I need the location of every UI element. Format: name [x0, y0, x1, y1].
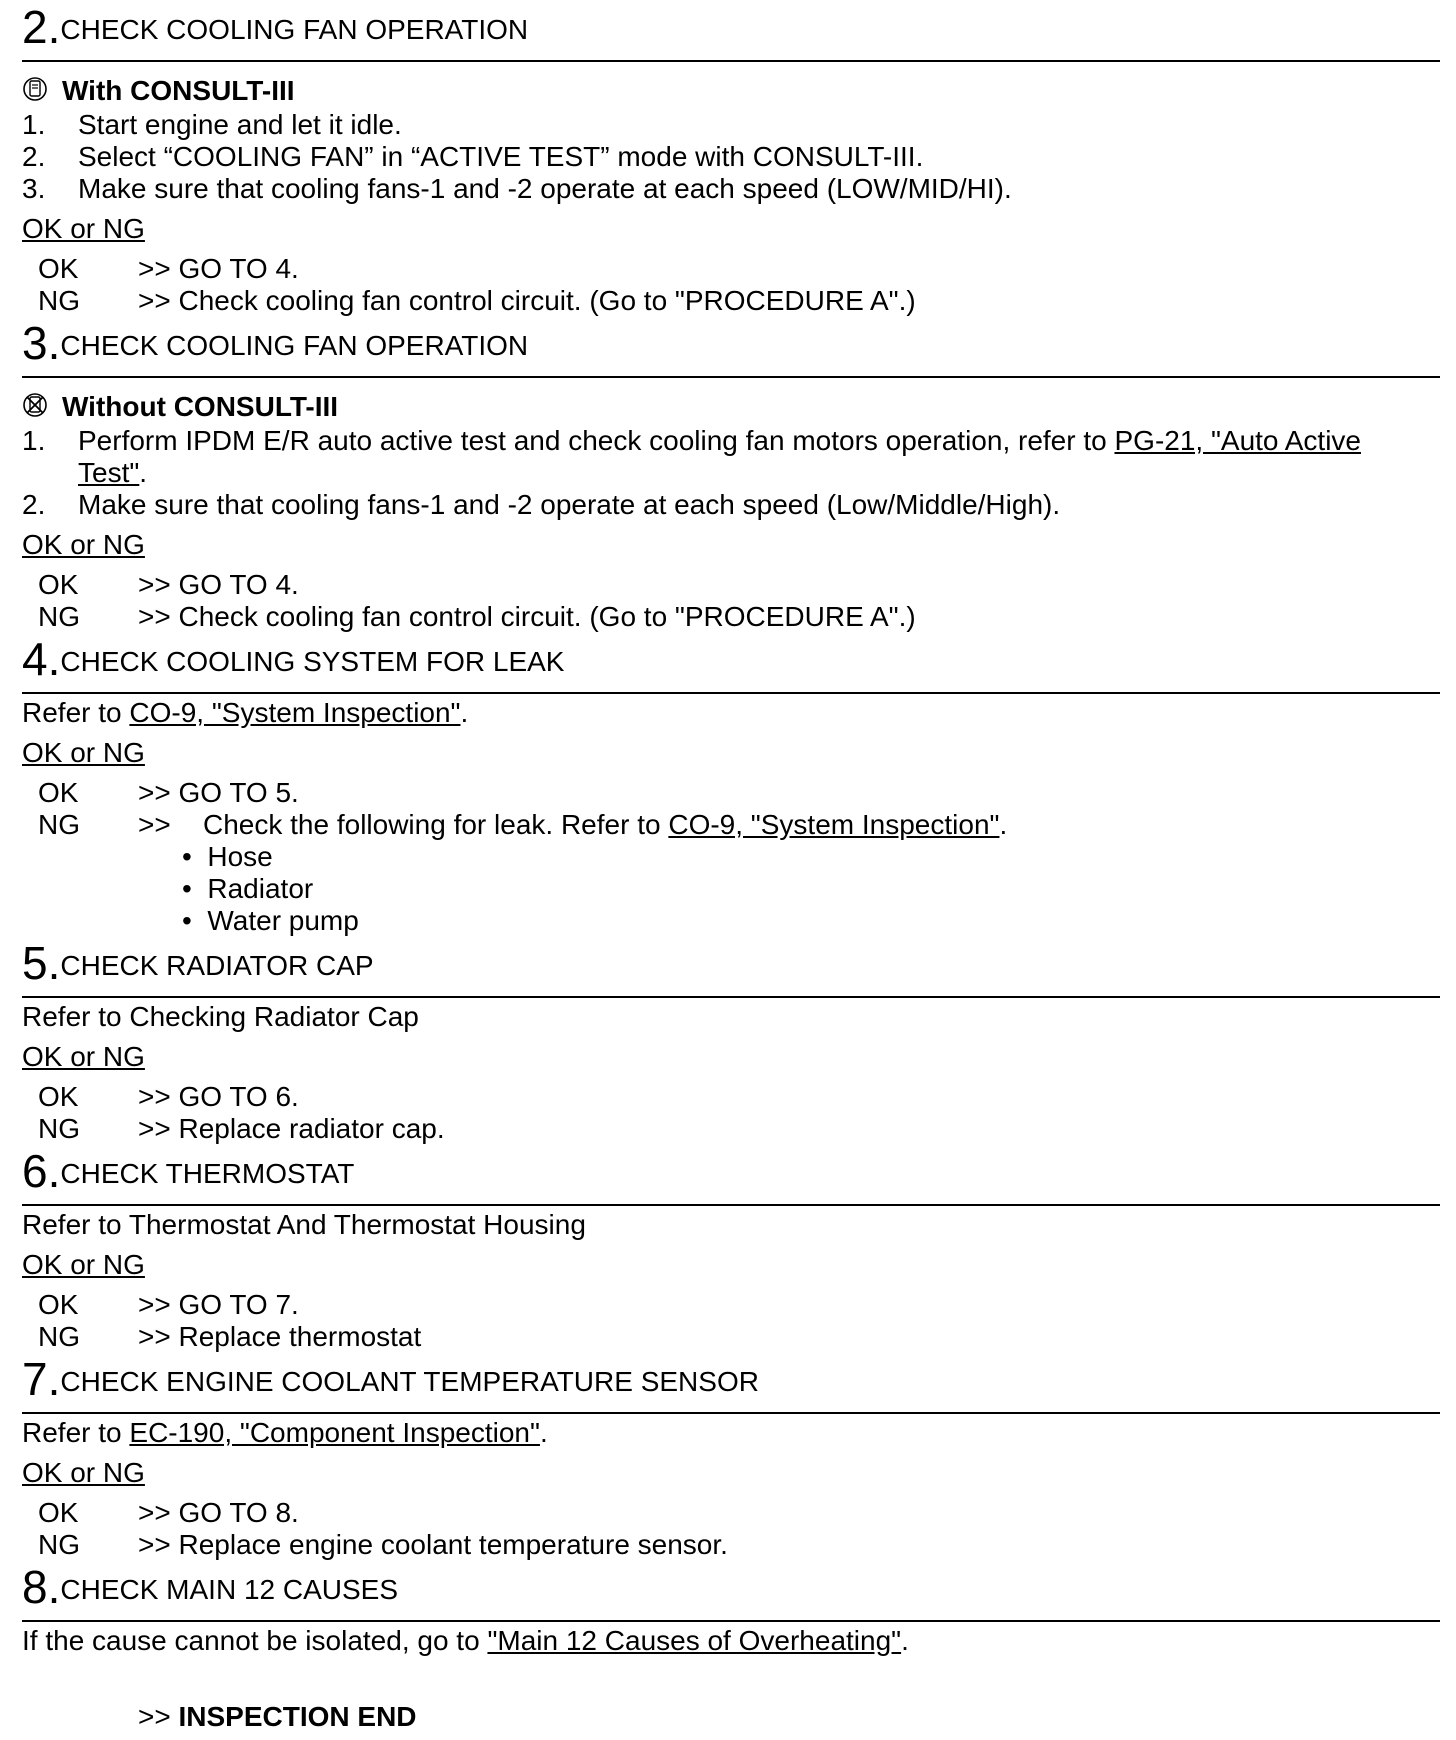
inspection-end-row: >> INSPECTION END: [138, 1701, 417, 1732]
ok-result-row: OK >> GO TO 4.: [38, 253, 299, 284]
divider: [22, 376, 1440, 378]
refer-line: Refer to EC-190, "Component Inspection".: [22, 1417, 548, 1448]
list-item: • Radiator: [182, 873, 314, 904]
inspection-end-label: INSPECTION END: [178, 1701, 417, 1732]
no-consult-icon: [22, 392, 48, 418]
ec-190-link[interactable]: EC-190, "Component Inspection": [129, 1417, 540, 1448]
ok-result-row: OK >> GO TO 4.: [38, 569, 299, 600]
ok-or-ng-heading: OK or NG: [22, 1249, 145, 1280]
no-consult-mode-label: Without CONSULT-III: [22, 390, 338, 424]
list-item: • Hose: [182, 841, 273, 872]
ng-result-row: NG >> Check cooling fan control circuit. (Go to "PROCEDURE A".): [38, 285, 916, 316]
step-6-heading: 6.CHECK THERMOSTAT: [22, 1145, 355, 1197]
ng-result-row: NG >> Replace engine coolant temperature sensor.: [38, 1529, 728, 1560]
pg-21-link[interactable]: PG-21, "Auto Active: [1114, 425, 1361, 456]
divider: [22, 1204, 1440, 1206]
step-title: CHECK COOLING FAN OPERATION: [60, 14, 529, 45]
divider: [22, 1620, 1440, 1622]
ok-result-row: OK >> GO TO 5.: [38, 777, 299, 808]
ng-result-row: NG >> Replace radiator cap.: [38, 1113, 445, 1144]
ok-result-row: OK >> GO TO 8.: [38, 1497, 299, 1528]
step-5-heading: 5.CHECK RADIATOR CAP: [22, 937, 374, 989]
step-8-heading: 8.CHECK MAIN 12 CAUSES: [22, 1561, 399, 1613]
refer-line: Refer to CO-9, "System Inspection".: [22, 697, 469, 728]
consult-mode-label: With CONSULT-III: [22, 74, 295, 108]
list-item: 1. Perform IPDM E/R auto active test and check cooling fan motors operation, refer to PG-21, "Auto Active: [22, 425, 1361, 456]
ok-or-ng-heading: OK or NG: [22, 529, 145, 560]
pg-21-link-cont[interactable]: Test": [78, 457, 140, 488]
list-item: 3. Make sure that cooling fans-1 and -2 operate at each speed (LOW/MID/HI).: [22, 173, 1012, 204]
refer-line: Refer to Thermostat And Thermostat Housing: [22, 1209, 586, 1240]
ng-result-row: NG >> Replace thermostat: [38, 1321, 422, 1352]
ok-or-ng-heading: OK or NG: [22, 213, 145, 244]
main-12-causes-link[interactable]: "Main 12 Causes of Overheating": [487, 1625, 902, 1656]
refer-line: If the cause cannot be isolated, go to "Main 12 Causes of Overheating".: [22, 1625, 909, 1656]
ng-result-row: NG >> Check the following for leak. Refer to CO-9, "System Inspection".: [38, 809, 1008, 840]
list-item-continuation: Test".: [78, 457, 148, 488]
list-item: 2. Select “COOLING FAN” in “ACTIVE TEST” mode with CONSULT-III.: [22, 141, 924, 172]
divider: [22, 996, 1440, 998]
list-item: • Water pump: [182, 905, 359, 936]
list-item: 1. Start engine and let it idle.: [22, 109, 402, 140]
ok-result-row: OK >> GO TO 7.: [38, 1289, 299, 1320]
step-4-heading: 4.CHECK COOLING SYSTEM FOR LEAK: [22, 633, 565, 685]
ok-or-ng-heading: OK or NG: [22, 1457, 145, 1488]
list-item: 2. Make sure that cooling fans-1 and -2 operate at each speed (Low/Middle/High).: [22, 489, 1061, 520]
step-number: 2.: [22, 1, 61, 53]
ng-result-row: NG >> Check cooling fan control circuit. (Go to "PROCEDURE A".): [38, 601, 916, 632]
co-9-link[interactable]: CO-9, "System Inspection": [668, 809, 1000, 840]
divider: [22, 60, 1440, 62]
ok-or-ng-heading: OK or NG: [22, 737, 145, 768]
divider: [22, 1412, 1440, 1414]
divider: [22, 692, 1440, 694]
ok-or-ng-heading: OK or NG: [22, 1041, 145, 1072]
co-9-link[interactable]: CO-9, "System Inspection": [129, 697, 461, 728]
step-3-heading: 3.CHECK COOLING FAN OPERATION: [22, 317, 529, 369]
step-7-heading: 7.CHECK ENGINE COOLANT TEMPERATURE SENSOR: [22, 1353, 759, 1405]
refer-line: Refer to Checking Radiator Cap: [22, 1001, 419, 1032]
step-2-heading: [22, 2, 528, 52]
consult-device-icon: [22, 76, 48, 102]
ok-result-row: OK >> GO TO 6.: [38, 1081, 299, 1112]
